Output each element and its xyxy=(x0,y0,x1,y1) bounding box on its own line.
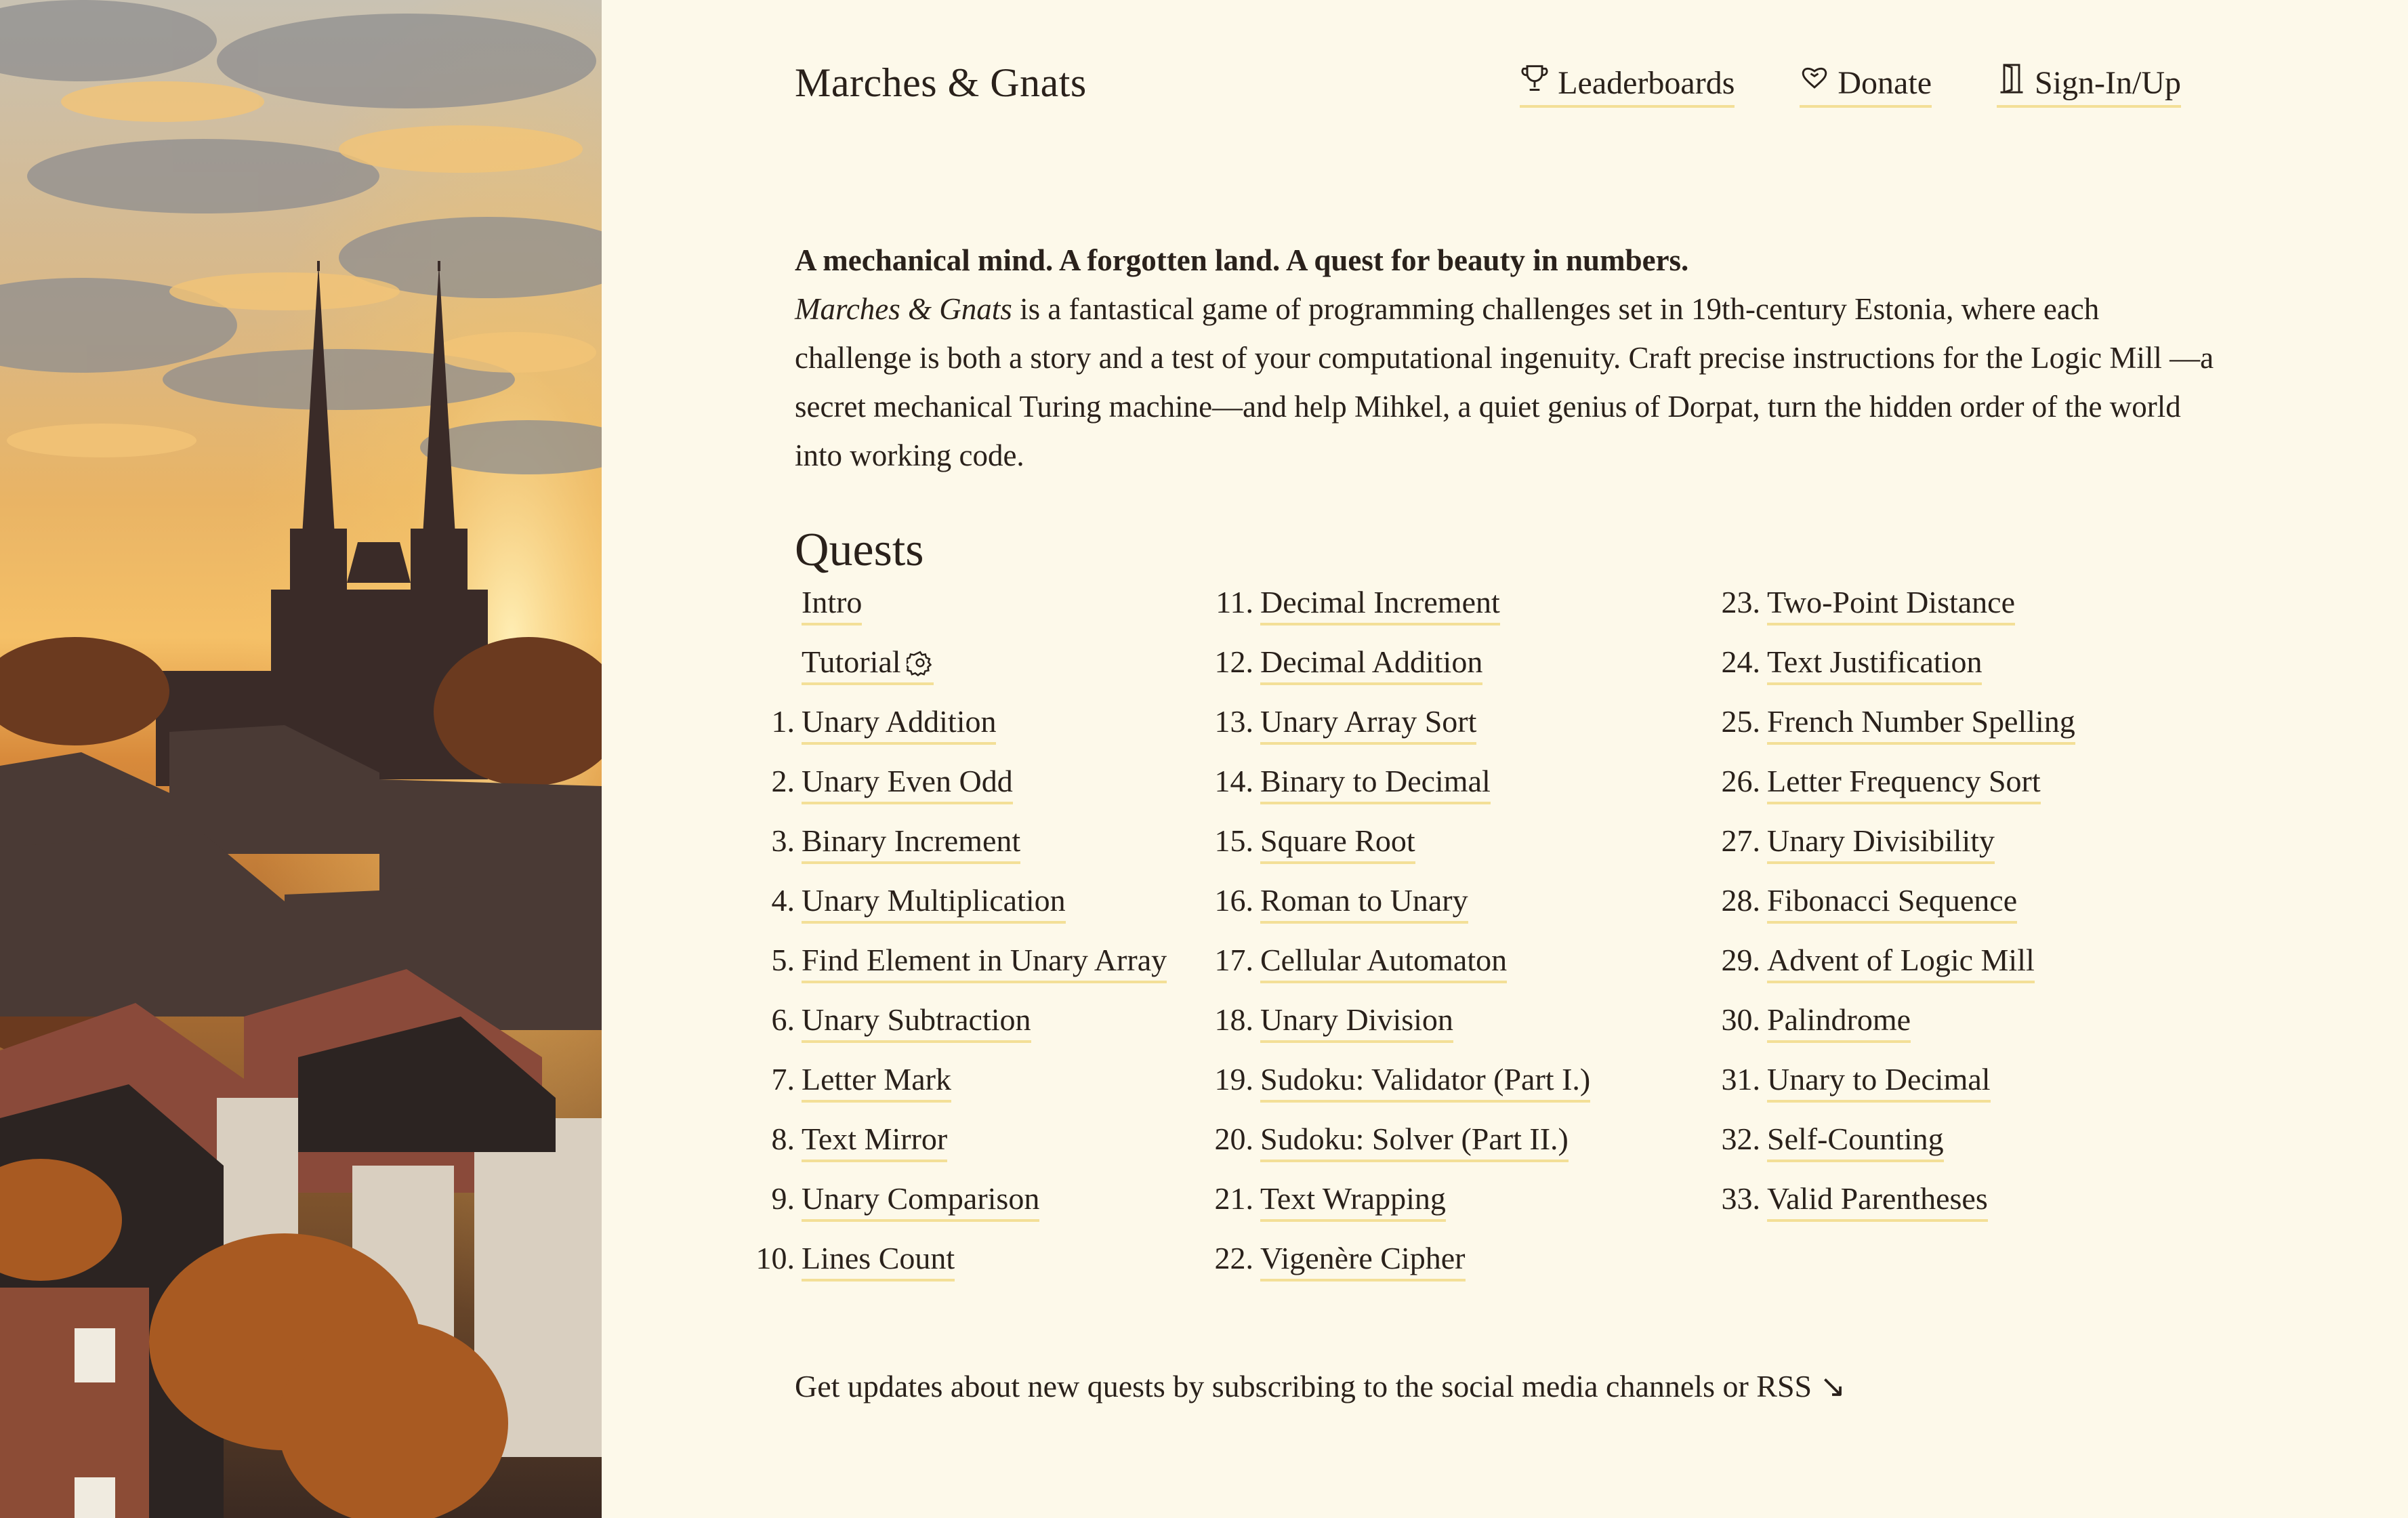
nav-donate-label: Donate xyxy=(1838,64,1932,101)
quest-number: 19. xyxy=(1214,1062,1253,1096)
quest-list-item xyxy=(1191,703,1590,763)
quest-label: Unary Multiplication xyxy=(802,883,1066,918)
quest-link[interactable] xyxy=(1767,1181,1988,1222)
quest-list-item xyxy=(1699,584,2075,644)
quest-list-item xyxy=(1191,1121,1590,1181)
quest-link[interactable] xyxy=(1767,882,2017,924)
quest-label: Valid Parentheses xyxy=(1767,1181,1988,1216)
quest-list-item xyxy=(1699,942,2075,1002)
quest-label: Binary Increment xyxy=(802,823,1021,858)
quest-link[interactable] xyxy=(1767,703,2075,745)
quest-column-3 xyxy=(1699,584,2075,1240)
main-content xyxy=(602,0,2408,1518)
nav-signin-link[interactable] xyxy=(1997,62,2181,108)
quest-number: 10. xyxy=(755,1241,795,1275)
quest-number: 21. xyxy=(1214,1181,1253,1216)
quest-label: Fibonacci Sequence xyxy=(1767,883,2018,918)
quest-link[interactable] xyxy=(802,1181,1039,1222)
quest-link[interactable] xyxy=(1260,1121,1569,1162)
quest-link[interactable] xyxy=(802,584,862,625)
quest-list-item xyxy=(717,1240,1167,1300)
quest-number: 24. xyxy=(1721,644,1760,679)
quest-link[interactable] xyxy=(1260,882,1468,924)
intro-paragraph xyxy=(795,285,2218,480)
quest-list-item xyxy=(717,1121,1167,1181)
game-title-italic: Marches & Gnats xyxy=(795,292,1012,326)
quest-list-item xyxy=(1699,1121,2075,1181)
quest-list-item xyxy=(1191,942,1590,1002)
trophy-icon xyxy=(1520,62,1550,103)
quest-label: Two-Point Distance xyxy=(1767,585,2016,619)
quest-list-item xyxy=(1191,584,1590,644)
quest-link[interactable] xyxy=(802,1002,1031,1043)
quest-list-item xyxy=(717,763,1167,823)
quest-list-item xyxy=(1191,1061,1590,1121)
quest-list-item xyxy=(1699,1181,2075,1240)
quest-label: Intro xyxy=(802,585,863,619)
quest-number: 11. xyxy=(1216,585,1253,619)
quest-label: Text Justification xyxy=(1767,644,1983,679)
quest-number: 30. xyxy=(1721,1002,1760,1037)
quest-label: Self-Counting xyxy=(1767,1122,1944,1156)
quest-link[interactable] xyxy=(1260,703,1476,745)
quest-list-item xyxy=(717,942,1167,1002)
quest-label: Square Root xyxy=(1260,823,1415,858)
quest-number: 32. xyxy=(1721,1122,1760,1156)
intro-body: is a fantastical game of programming challenges set in 19th-century Estonia, where each challenge is both a story and a test of your computational ingenuity. Craft precise instructions for the Logic Mill —a secret mechanical Turing machine—and help Mihkel, a quiet genius of Dorpat, turn the hidden order of the world into working code. xyxy=(795,292,2214,472)
quest-list-item xyxy=(1699,644,2075,703)
quest-number: 8. xyxy=(771,1122,795,1156)
rss-link[interactable]: RSS ↘ xyxy=(1756,1369,1846,1403)
quest-link[interactable] xyxy=(1260,1240,1466,1281)
quest-label: Advent of Logic Mill xyxy=(1767,943,2035,977)
quest-link[interactable] xyxy=(802,1061,951,1103)
quest-label: Unary Comparison xyxy=(802,1181,1040,1216)
quest-label: Binary to Decimal xyxy=(1260,764,1491,798)
quest-number: 27. xyxy=(1721,823,1760,858)
quest-list-item xyxy=(1191,763,1590,823)
quest-number: 33. xyxy=(1721,1181,1760,1216)
quest-link[interactable] xyxy=(1260,1002,1453,1043)
quest-number: 29. xyxy=(1721,943,1760,977)
quest-label: Unary Even Odd xyxy=(802,764,1013,798)
quest-list-item xyxy=(1191,1240,1590,1300)
quest-link[interactable] xyxy=(1767,942,2035,983)
quest-label: Roman to Unary xyxy=(1260,883,1468,918)
quest-link[interactable] xyxy=(1260,1061,1590,1103)
quest-link[interactable] xyxy=(802,763,1013,804)
quest-list-item xyxy=(1699,703,2075,763)
gear-icon xyxy=(907,648,934,675)
quest-label: Vigenère Cipher xyxy=(1260,1241,1466,1275)
quest-list-item xyxy=(717,703,1167,763)
quest-link[interactable] xyxy=(802,882,1066,924)
quest-label: Letter Frequency Sort xyxy=(1767,764,2041,798)
quest-link[interactable] xyxy=(1767,584,2015,625)
quest-label: Palindrome xyxy=(1767,1002,1911,1037)
quest-number: 2. xyxy=(771,764,795,798)
quest-number: 14. xyxy=(1214,764,1253,798)
quest-link[interactable] xyxy=(1767,763,2041,804)
quest-number: 25. xyxy=(1721,704,1760,739)
nav-leaderboards-label: Leaderboards xyxy=(1558,64,1735,101)
quest-link[interactable] xyxy=(802,1121,947,1162)
nav-signin-label: Sign-In/Up xyxy=(2035,64,2181,101)
quest-link[interactable] xyxy=(1767,1061,1991,1103)
door-icon xyxy=(1997,62,2027,103)
quest-link[interactable] xyxy=(1260,584,1500,625)
quest-label: Lines Count xyxy=(802,1241,955,1275)
quests-heading: Quests xyxy=(795,524,924,576)
quest-list-item xyxy=(1699,763,2075,823)
quest-link[interactable] xyxy=(1767,644,1982,685)
quest-label: Sudoku: Solver (Part II.) xyxy=(1260,1122,1569,1156)
quest-label: Unary to Decimal xyxy=(1767,1062,1991,1096)
quest-number: 4. xyxy=(771,883,795,918)
quest-number: 1. xyxy=(771,704,795,739)
quest-link[interactable] xyxy=(802,1240,955,1281)
quest-label: Unary Division xyxy=(1260,1002,1453,1037)
updates-text: Get updates about new quests by subscribing to the social media channels or xyxy=(795,1369,1757,1403)
quest-list-item xyxy=(1191,644,1590,703)
quest-number: 7. xyxy=(771,1062,795,1096)
quest-list-item xyxy=(1699,1002,2075,1061)
quest-list-item xyxy=(1191,1002,1590,1061)
quest-label: Text Wrapping xyxy=(1260,1181,1446,1216)
quest-link[interactable] xyxy=(1260,1181,1446,1222)
updates-note xyxy=(795,1368,1846,1404)
quest-link[interactable] xyxy=(802,942,1167,983)
quest-label: Unary Subtraction xyxy=(802,1002,1031,1037)
quest-list-item xyxy=(717,882,1167,942)
quest-link[interactable] xyxy=(802,703,996,745)
quest-list-item xyxy=(1191,882,1590,942)
quest-number: 13. xyxy=(1214,704,1253,739)
quest-number: 16. xyxy=(1214,883,1253,918)
quest-link[interactable] xyxy=(1260,763,1491,804)
quest-label: Text Mirror xyxy=(802,1122,948,1156)
quest-list-item xyxy=(717,823,1167,882)
brand-title[interactable]: Marches & Gnats xyxy=(795,60,1087,105)
quest-label: Decimal Addition xyxy=(1260,644,1483,679)
quest-label: Decimal Increment xyxy=(1260,585,1500,619)
quest-number: 23. xyxy=(1721,585,1760,619)
quest-column-1 xyxy=(717,584,1167,1300)
nav-donate-link[interactable] xyxy=(1800,62,1932,108)
quest-link[interactable] xyxy=(1767,823,1995,864)
quest-number: 15. xyxy=(1214,823,1253,858)
quest-list-item xyxy=(717,1061,1167,1121)
nav-leaderboards-link[interactable] xyxy=(1520,62,1735,108)
quest-link[interactable] xyxy=(802,823,1020,864)
quest-label: Sudoku: Validator (Part I.) xyxy=(1260,1062,1591,1096)
quest-label: Cellular Automaton xyxy=(1260,943,1508,977)
quest-link[interactable] xyxy=(1260,942,1507,983)
quest-column-2 xyxy=(1191,584,1590,1300)
quest-label: Letter Mark xyxy=(802,1062,951,1096)
quest-label: French Number Spelling xyxy=(1767,704,2075,739)
quest-list-item xyxy=(1699,1061,2075,1121)
top-nav xyxy=(1520,62,2181,108)
quest-number: 12. xyxy=(1214,644,1253,679)
quest-number: 22. xyxy=(1214,1241,1253,1275)
heart-icon xyxy=(1800,62,1829,103)
quest-link[interactable] xyxy=(1767,1121,1944,1162)
quest-number: 18. xyxy=(1214,1002,1253,1037)
quest-number: 5. xyxy=(771,943,795,977)
quest-number: 3. xyxy=(771,823,795,858)
quest-link[interactable] xyxy=(1260,644,1482,685)
quest-label: Find Element in Unary Array xyxy=(802,943,1167,977)
quest-list-item xyxy=(717,584,1167,644)
hero-photo xyxy=(0,0,602,1518)
quest-number: 31. xyxy=(1721,1062,1760,1096)
quest-number: 20. xyxy=(1214,1122,1253,1156)
quest-label: Unary Addition xyxy=(802,704,997,739)
quest-list-item xyxy=(717,1002,1167,1061)
quest-number: 28. xyxy=(1721,883,1760,918)
quest-label: Unary Array Sort xyxy=(1260,704,1477,739)
quest-link[interactable] xyxy=(802,644,934,685)
quest-link[interactable] xyxy=(1260,823,1415,864)
intro-section xyxy=(795,236,2218,480)
quest-list-item xyxy=(1191,1181,1590,1240)
quest-number: 17. xyxy=(1214,943,1253,977)
quest-number: 9. xyxy=(771,1181,795,1216)
quest-label: Unary Divisibility xyxy=(1767,823,1995,858)
quest-list-item xyxy=(1191,823,1590,882)
quest-list-item xyxy=(1699,823,2075,882)
intro-tagline: A mechanical mind. A forgotten land. A quest for beauty in numbers. xyxy=(795,243,1689,277)
quest-number: 6. xyxy=(771,1002,795,1037)
quest-list-item xyxy=(1699,882,2075,942)
quest-label: Tutorial xyxy=(802,644,901,679)
quest-link[interactable] xyxy=(1767,1002,1911,1043)
quest-number: 26. xyxy=(1721,764,1760,798)
quest-list-item xyxy=(717,1181,1167,1240)
quest-list-item xyxy=(717,644,1167,703)
